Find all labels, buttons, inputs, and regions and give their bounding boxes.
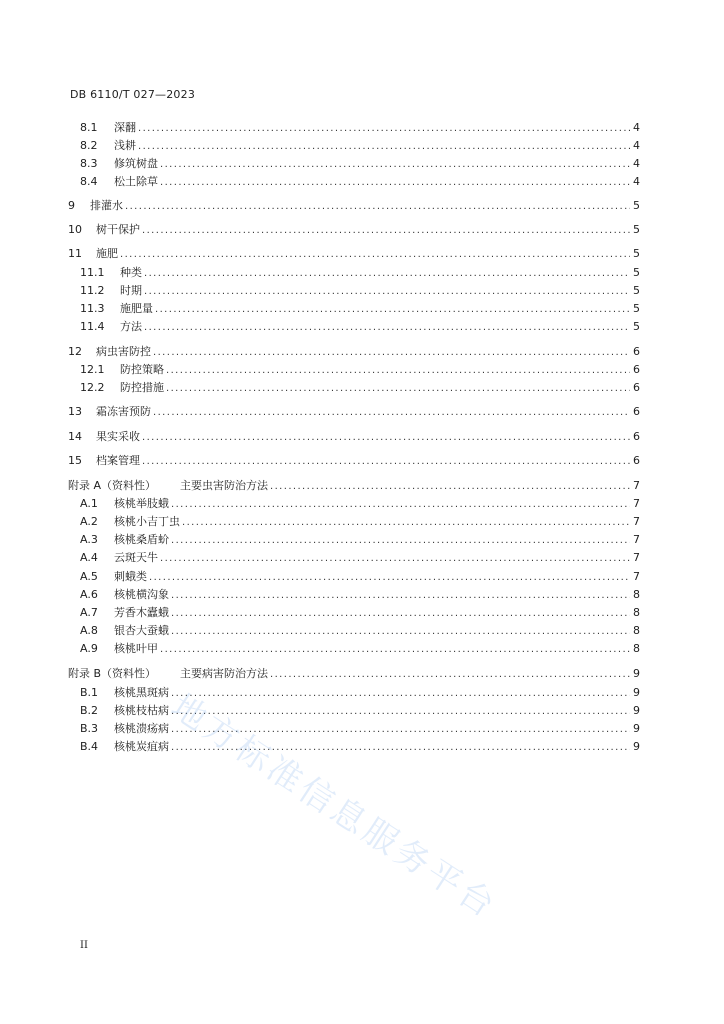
toc-entry-page: 7 — [633, 533, 640, 546]
toc-entry-title: 防控措施 — [120, 381, 164, 394]
toc-entry[interactable] — [68, 344, 640, 360]
toc-leader-dots — [171, 624, 630, 640]
toc-entry-title: 果实采收 — [96, 430, 140, 443]
toc-entry-page: 9 — [633, 704, 640, 717]
toc-entry-number: 8.3 — [80, 157, 98, 170]
toc-entry-number: 11.2 — [80, 284, 105, 297]
toc-entry-number: 11.3 — [80, 302, 105, 315]
toc-entry-number: B.3 — [80, 722, 99, 735]
watermark-text: 地方标准信息服务平台 — [163, 686, 505, 928]
toc-entry-number: A.7 — [80, 606, 98, 619]
toc-leader-dots — [120, 247, 630, 263]
toc-entry-number: B.4 — [80, 740, 99, 753]
toc-entry[interactable] — [80, 514, 640, 530]
toc-entry-number: 13 — [68, 405, 82, 418]
toc-entry-number: 11.1 — [80, 266, 105, 279]
toc-entry-page: 7 — [633, 551, 640, 564]
toc-entry-page: 5 — [633, 284, 640, 297]
toc-entry-page: 6 — [633, 454, 640, 467]
toc-entry[interactable] — [68, 453, 640, 469]
toc-entry-title: 防控策略 — [120, 363, 164, 376]
toc-entry-number: 11.4 — [80, 320, 105, 333]
toc-entry-page: 5 — [633, 199, 640, 212]
toc-entry-number: A.2 — [80, 515, 98, 528]
toc-entry-title: 银杏大蚕蛾 — [114, 624, 169, 637]
toc-entry-number: 14 — [68, 430, 82, 443]
toc-entry[interactable] — [80, 739, 640, 755]
toc-entry-number: 12.1 — [80, 363, 105, 376]
toc-entry-page: 7 — [633, 497, 640, 510]
toc-entry[interactable] — [68, 246, 640, 262]
toc-entry-title: 排灌水 — [90, 199, 123, 212]
toc-entry[interactable] — [80, 496, 640, 512]
toc-entry[interactable] — [80, 319, 640, 335]
toc-entry-page: 8 — [633, 624, 640, 637]
toc-leader-dots — [125, 199, 630, 215]
toc-entry-number: A.3 — [80, 533, 98, 546]
document-code: DB 6110/T 027—2023 — [70, 88, 196, 101]
toc-entry[interactable] — [80, 301, 640, 317]
toc-entry-title: 病虫害防控 — [96, 345, 151, 358]
toc-entry-page: 5 — [633, 302, 640, 315]
toc-leader-dots — [155, 302, 630, 318]
toc-leader-dots — [142, 223, 630, 239]
toc-entry-page: 5 — [633, 223, 640, 236]
toc-entry[interactable] — [80, 550, 640, 566]
toc-leader-dots — [153, 345, 630, 361]
toc-entry-title: 刺蛾类 — [114, 570, 147, 583]
toc-entry-page: 5 — [633, 320, 640, 333]
toc-entry-title: 核桃溃疡病 — [114, 722, 169, 735]
toc-entry-number: A.4 — [80, 551, 98, 564]
toc-entry-page: 5 — [633, 247, 640, 260]
toc-leader-dots — [138, 139, 630, 155]
toc-entry-number: B.2 — [80, 704, 99, 717]
toc-leader-dots — [171, 497, 630, 513]
toc-entry-number: A.1 — [80, 497, 98, 510]
toc-leader-dots — [270, 667, 630, 683]
toc-entry[interactable] — [80, 362, 640, 378]
toc-entry-page: 6 — [633, 363, 640, 376]
toc-entry-page: 7 — [633, 570, 640, 583]
toc-entry-title: 种类 — [120, 266, 142, 279]
toc-entry-number: A.5 — [80, 570, 98, 583]
toc-entry-title: 档案管理 — [96, 454, 140, 467]
toc-entry-number: A.6 — [80, 588, 98, 601]
toc-entry-title: 核桃叶甲 — [114, 642, 158, 655]
toc-entry-title: 时期 — [120, 284, 142, 297]
toc-entry-title: 松土除草 — [114, 175, 158, 188]
toc-leader-dots — [166, 381, 630, 397]
toc-entry-title: 树干保护 — [96, 223, 140, 236]
toc-entry-page: 6 — [633, 430, 640, 443]
toc-leader-dots — [171, 533, 630, 549]
toc-entry-number: 12 — [68, 345, 82, 358]
toc-entry-title: 霜冻害预防 — [96, 405, 151, 418]
toc-entry-title: 方法 — [120, 320, 142, 333]
toc-entry-title: 核桃举肢蛾 — [114, 497, 169, 510]
toc-entry[interactable] — [80, 721, 640, 737]
toc-leader-dots — [149, 570, 630, 586]
toc-entry-title: 施肥 — [96, 247, 118, 260]
toc-leader-dots — [160, 642, 630, 658]
toc-leader-dots — [270, 479, 630, 495]
toc-entry-page: 4 — [633, 121, 640, 134]
toc-entry[interactable] — [68, 666, 640, 682]
toc-entry[interactable] — [68, 222, 640, 238]
toc-entry[interactable] — [80, 623, 640, 639]
toc-leader-dots — [144, 266, 630, 282]
toc-entry-number: 12.2 — [80, 381, 105, 394]
toc-leader-dots — [144, 284, 630, 300]
toc-leader-dots — [171, 588, 630, 604]
toc-leader-dots — [160, 157, 630, 173]
toc-entry-title: 核桃黑斑病 — [114, 686, 169, 699]
toc-leader-dots — [171, 686, 630, 702]
toc-entry[interactable] — [80, 265, 640, 281]
toc-entry-number: 10 — [68, 223, 82, 236]
toc-leader-dots — [160, 551, 630, 567]
toc-entry-title: 深翻 — [114, 121, 136, 134]
toc-leader-dots — [171, 606, 630, 622]
toc-entry-page: 8 — [633, 588, 640, 601]
toc-entry-title: 核桃横沟象 — [114, 588, 169, 601]
toc-leader-dots — [142, 454, 630, 470]
toc-leader-dots — [182, 515, 630, 531]
toc-entry[interactable] — [80, 156, 640, 172]
toc-entry-number: 8.1 — [80, 121, 98, 134]
toc-leader-dots — [144, 320, 630, 336]
toc-leader-dots — [138, 121, 630, 137]
toc-entry-number: 附录 A（资料性） — [68, 479, 157, 492]
toc-entry[interactable] — [80, 120, 640, 136]
toc-entry-page: 6 — [633, 381, 640, 394]
toc-entry-number: 15 — [68, 454, 82, 467]
toc-entry-title: 修筑树盘 — [114, 157, 158, 170]
toc-entry[interactable] — [80, 641, 640, 657]
toc-entry-page: 9 — [633, 667, 640, 680]
toc-entry-number: 11 — [68, 247, 82, 260]
toc-entry-page: 8 — [633, 642, 640, 655]
toc-entry-page: 4 — [633, 175, 640, 188]
toc-entry-number: B.1 — [80, 686, 99, 699]
toc-entry-number: 8.2 — [80, 139, 98, 152]
toc-entry-number: A.9 — [80, 642, 98, 655]
toc-entry-page: 7 — [633, 479, 640, 492]
toc-entry[interactable] — [80, 532, 640, 548]
toc-entry[interactable] — [80, 174, 640, 190]
toc-entry[interactable] — [80, 605, 640, 621]
toc-leader-dots — [153, 405, 630, 421]
toc-entry-page: 9 — [633, 740, 640, 753]
toc-entry[interactable] — [80, 703, 640, 719]
toc-entry[interactable] — [80, 138, 640, 154]
toc-entry-page: 4 — [633, 157, 640, 170]
toc-leader-dots — [160, 175, 630, 191]
page-number-footer: II — [80, 940, 88, 951]
toc-entry-page: 6 — [633, 345, 640, 358]
toc-leader-dots — [142, 430, 630, 446]
toc-entry[interactable] — [68, 198, 640, 214]
toc-entry-page: 4 — [633, 139, 640, 152]
toc-entry-title: 主要病害防治方法 — [180, 667, 268, 680]
toc-entry-title: 施肥量 — [120, 302, 153, 315]
toc-entry-title: 芳香木蠹蛾 — [114, 606, 169, 619]
toc-entry-page: 8 — [633, 606, 640, 619]
toc-entry-title: 核桃桑盾蚧 — [114, 533, 169, 546]
toc-entry-page: 6 — [633, 405, 640, 418]
toc-entry[interactable] — [68, 429, 640, 445]
toc-entry[interactable] — [80, 283, 640, 299]
toc-entry-page: 9 — [633, 686, 640, 699]
toc-entry-title: 核桃枝枯病 — [114, 704, 169, 717]
toc-entry-number: 8.4 — [80, 175, 98, 188]
toc-leader-dots — [166, 363, 630, 379]
toc-entry[interactable] — [68, 478, 640, 494]
toc-entry[interactable] — [80, 569, 640, 585]
toc-entry-number: 9 — [68, 199, 75, 212]
toc-entry-number: A.8 — [80, 624, 98, 637]
toc-entry-title: 主要虫害防治方法 — [180, 479, 268, 492]
toc-entry-title: 核桃小吉丁虫 — [114, 515, 180, 528]
toc-entry-number: 附录 B（资料性） — [68, 667, 157, 680]
toc-entry[interactable] — [68, 404, 640, 420]
toc-entry-page: 7 — [633, 515, 640, 528]
toc-entry-page: 9 — [633, 722, 640, 735]
toc-entry-title: 云斑天牛 — [114, 551, 158, 564]
toc-entry-title: 浅耕 — [114, 139, 136, 152]
toc-entry[interactable] — [80, 587, 640, 603]
toc-entry-title: 核桃炭疽病 — [114, 740, 169, 753]
toc-entry-page: 5 — [633, 266, 640, 279]
toc-entry[interactable] — [80, 380, 640, 396]
toc-entry[interactable] — [80, 685, 640, 701]
